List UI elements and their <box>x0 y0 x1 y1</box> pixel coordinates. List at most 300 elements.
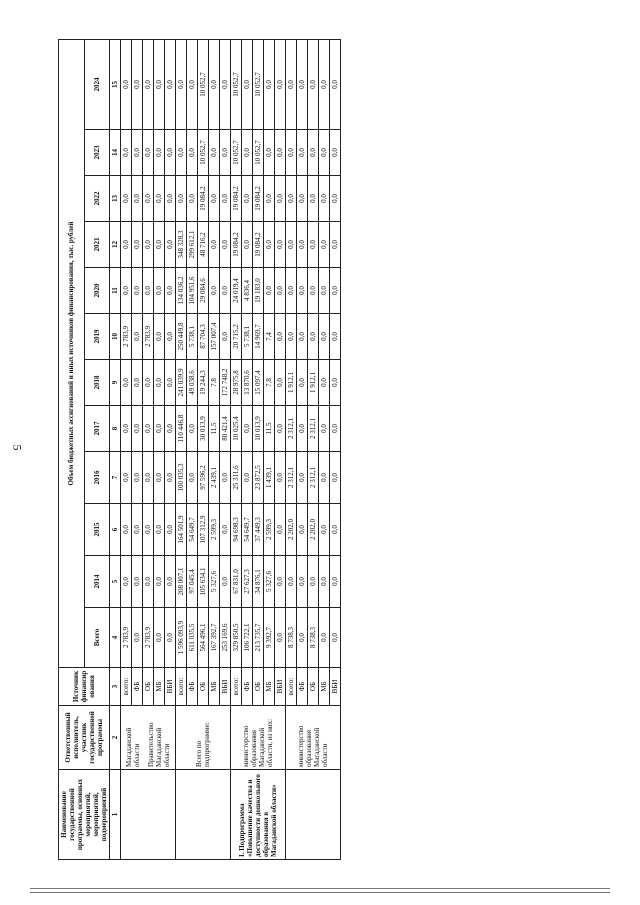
value-cell: 2 312,1 <box>286 452 297 504</box>
value-cell: 0,0 <box>165 608 176 668</box>
year-header-cell: 2022 <box>84 176 110 222</box>
value-cell: 299 612,1 <box>187 222 198 268</box>
value-cell: 0,0 <box>275 130 286 176</box>
value-cell: 0,0 <box>165 360 176 406</box>
year-header-cell: 2021 <box>84 222 110 268</box>
year-header-cell: 2018 <box>84 360 110 406</box>
value-cell: 329 850,5 <box>231 608 242 668</box>
column-number-cell: 2 <box>110 706 121 770</box>
value-cell: 34 876,1 <box>253 556 264 608</box>
value-cell: 27 627,3 <box>242 556 253 608</box>
value-cell: 19 084,2 <box>253 222 264 268</box>
value-cell: 0,0 <box>176 39 187 129</box>
value-cell: 0,0 <box>132 222 143 268</box>
source-cell: МБ <box>264 668 275 706</box>
value-cell: 0,0 <box>330 314 341 360</box>
value-cell: 0,0 <box>132 406 143 452</box>
value-cell: 49 038,6 <box>187 360 198 406</box>
value-cell: 97 045,4 <box>187 556 198 608</box>
value-cell: 10 013,9 <box>253 406 264 452</box>
value-cell: 0,0 <box>187 452 198 504</box>
value-cell: 0,0 <box>209 130 220 176</box>
column-number-cell: 14 <box>110 130 121 176</box>
value-cell: 2 599,3 <box>264 504 275 556</box>
value-cell: 0,0 <box>275 222 286 268</box>
value-cell: 0,0 <box>154 556 165 608</box>
value-cell: 0,0 <box>165 504 176 556</box>
column-number-cell: 11 <box>110 268 121 314</box>
value-cell: 0,0 <box>286 39 297 129</box>
value-cell: 0,0 <box>308 222 319 268</box>
value-cell: 0,0 <box>176 176 187 222</box>
value-cell: 7,8 <box>209 360 220 406</box>
value-cell: 0,0 <box>121 556 132 608</box>
value-cell: 9 392,7 <box>264 608 275 668</box>
ruler-line <box>30 888 610 889</box>
value-cell: 0,0 <box>319 314 330 360</box>
value-cell: 0,0 <box>319 608 330 668</box>
header-funding: Объем бюджетных ассигнований и иных источников финансирования, тыс. рублей <box>59 39 85 667</box>
year-header-cell: 2020 <box>84 268 110 314</box>
value-cell: 0,0 <box>275 406 286 452</box>
value-cell: 253 169,6 <box>220 608 231 668</box>
column-number-cell: 6 <box>110 504 121 556</box>
value-cell: 0,0 <box>330 222 341 268</box>
column-number-cell: 10 <box>110 314 121 360</box>
value-cell: 0,0 <box>154 130 165 176</box>
column-number-cell: 8 <box>110 406 121 452</box>
source-cell: ВБИ <box>275 668 286 706</box>
year-header-cell: 2017 <box>84 406 110 452</box>
value-cell: 164 501,9 <box>176 504 187 556</box>
value-cell: 1 439,1 <box>264 452 275 504</box>
value-cell: 110 446,8 <box>176 406 187 452</box>
value-cell: 0,0 <box>297 130 308 176</box>
value-cell: 0,0 <box>242 176 253 222</box>
column-number-cell: 1 <box>110 770 121 860</box>
value-cell: 0,0 <box>286 222 297 268</box>
value-cell: 0,0 <box>121 222 132 268</box>
value-cell: 80 421,4 <box>220 406 231 452</box>
value-cell: 0,0 <box>286 556 297 608</box>
source-cell: всего: <box>121 668 132 706</box>
value-cell: 0,0 <box>154 222 165 268</box>
value-cell: 10 052,7 <box>198 130 209 176</box>
value-cell: 0,0 <box>319 39 330 129</box>
value-cell: 0,0 <box>297 39 308 129</box>
value-cell: 0,0 <box>275 176 286 222</box>
value-cell: 0,0 <box>143 222 154 268</box>
value-cell: 54 649,7 <box>242 504 253 556</box>
value-cell: 0,0 <box>220 556 231 608</box>
value-cell: 87 704,3 <box>198 314 209 360</box>
value-cell: 19 084,2 <box>231 222 242 268</box>
value-cell: 0,0 <box>121 406 132 452</box>
value-cell: 348 328,3 <box>176 222 187 268</box>
column-number-cell: 7 <box>110 452 121 504</box>
value-cell: 23 872,5 <box>253 452 264 504</box>
value-cell: 5 327,6 <box>209 556 220 608</box>
value-cell: 0,0 <box>143 556 154 608</box>
value-cell: 134 036,2 <box>176 268 187 314</box>
value-cell: 0,0 <box>220 130 231 176</box>
value-cell: 0,0 <box>121 176 132 222</box>
value-cell: 24 019,4 <box>231 268 242 314</box>
value-cell: 0,0 <box>319 452 330 504</box>
value-cell: 0,0 <box>275 268 286 314</box>
rotated-table-container <box>58 40 588 860</box>
year-header-cell: 2024 <box>84 39 110 129</box>
responsible-line: Магаданской области <box>125 727 141 767</box>
value-cell: 0,0 <box>297 608 308 668</box>
value-cell: 105 634,1 <box>198 556 209 608</box>
value-cell: 0,0 <box>121 130 132 176</box>
value-cell: 2 439,1 <box>209 452 220 504</box>
value-cell: 5 738,1 <box>187 314 198 360</box>
value-cell: 2 783,9 <box>121 314 132 360</box>
value-cell: 2 202,0 <box>286 504 297 556</box>
value-cell: 2 312,1 <box>308 406 319 452</box>
value-cell: 0,0 <box>319 222 330 268</box>
value-cell: 0,0 <box>275 360 286 406</box>
value-cell: 0,0 <box>319 406 330 452</box>
source-cell: ФБ <box>297 668 308 706</box>
value-cell: 10 052,7 <box>231 130 242 176</box>
value-cell: 0,0 <box>132 39 143 129</box>
value-cell: 7,8 <box>264 360 275 406</box>
value-cell: 0,0 <box>308 176 319 222</box>
value-cell: 0,0 <box>143 504 154 556</box>
value-cell: 10 052,7 <box>231 39 242 129</box>
value-cell: 0,0 <box>330 452 341 504</box>
value-cell: 0,0 <box>242 39 253 129</box>
value-cell: 0,0 <box>154 314 165 360</box>
responsible-cell: Всего по подпрограмме: <box>176 706 231 770</box>
value-cell: 67 831,0 <box>231 556 242 608</box>
value-cell: 10 052,7 <box>198 39 209 129</box>
value-cell: 2 783,9 <box>143 608 154 668</box>
column-number-row <box>110 39 121 859</box>
value-cell: 2 312,1 <box>286 406 297 452</box>
value-cell: 28 975,8 <box>231 360 242 406</box>
table-row <box>231 39 242 859</box>
value-cell: 0,0 <box>209 39 220 129</box>
value-cell: 0,0 <box>132 130 143 176</box>
column-number-cell: 5 <box>110 556 121 608</box>
value-cell: 0,0 <box>143 39 154 129</box>
year-header-cell: 2023 <box>84 130 110 176</box>
value-cell: 0,0 <box>264 268 275 314</box>
source-cell: ВБИ <box>220 668 231 706</box>
value-cell: 0,0 <box>154 176 165 222</box>
value-cell: 0,0 <box>275 556 286 608</box>
value-cell: 0,0 <box>242 452 253 504</box>
table-row <box>176 39 187 859</box>
value-cell: 0,0 <box>319 130 330 176</box>
value-cell: 0,0 <box>297 406 308 452</box>
source-cell: ОБ <box>253 668 264 706</box>
table-row <box>121 39 132 859</box>
source-cell: МБ <box>154 668 165 706</box>
year-header-cell: Всего <box>84 608 110 668</box>
value-cell: 0,0 <box>132 268 143 314</box>
value-cell: 0,0 <box>242 406 253 452</box>
value-cell: 0,0 <box>154 608 165 668</box>
value-cell: 0,0 <box>209 176 220 222</box>
value-cell: 0,0 <box>330 176 341 222</box>
value-cell: 0,0 <box>220 452 231 504</box>
value-cell: 0,0 <box>132 452 143 504</box>
value-cell: 106 722,1 <box>242 608 253 668</box>
value-cell: 11,5 <box>209 406 220 452</box>
value-cell: 611 035,5 <box>187 608 198 668</box>
value-cell: 8 738,3 <box>308 608 319 668</box>
year-header-cell: 2019 <box>84 314 110 360</box>
column-number-cell: 12 <box>110 222 121 268</box>
value-cell: 0,0 <box>264 176 275 222</box>
value-cell: 1 596 093,9 <box>176 608 187 668</box>
value-cell: 241 039,9 <box>176 360 187 406</box>
value-cell: 19 084,2 <box>231 176 242 222</box>
year-header-cell: 2016 <box>84 452 110 504</box>
value-cell: 0,0 <box>297 360 308 406</box>
value-cell: 0,0 <box>297 556 308 608</box>
value-cell: 20 715,2 <box>231 314 242 360</box>
value-cell: 13 870,6 <box>242 360 253 406</box>
value-cell: 0,0 <box>121 360 132 406</box>
value-cell: 0,0 <box>308 314 319 360</box>
value-cell: 0,0 <box>165 176 176 222</box>
value-cell: 0,0 <box>319 176 330 222</box>
value-cell: 25 311,6 <box>231 452 242 504</box>
source-cell: МБ <box>319 668 330 706</box>
value-cell: 0,0 <box>297 222 308 268</box>
value-cell: 104 951,6 <box>187 268 198 314</box>
value-cell: 1 912,1 <box>286 360 297 406</box>
value-cell: 0,0 <box>165 130 176 176</box>
value-cell: 5 738,1 <box>242 314 253 360</box>
value-cell: 167 392,7 <box>209 608 220 668</box>
value-cell: 29 084,6 <box>198 268 209 314</box>
value-cell: 0,0 <box>132 360 143 406</box>
value-cell: 0,0 <box>132 504 143 556</box>
value-cell: 7,4 <box>264 314 275 360</box>
source-cell: всего: <box>231 668 242 706</box>
value-cell: 0,0 <box>297 268 308 314</box>
value-cell: 19 084,2 <box>198 176 209 222</box>
value-cell: 0,0 <box>121 452 132 504</box>
value-cell: 0,0 <box>154 268 165 314</box>
value-cell: 0,0 <box>187 39 198 129</box>
value-cell: 10 025,4 <box>231 406 242 452</box>
value-cell: 0,0 <box>165 39 176 129</box>
value-cell: 0,0 <box>275 39 286 129</box>
value-cell: 0,0 <box>308 268 319 314</box>
value-cell: 0,0 <box>308 130 319 176</box>
value-cell: 0,0 <box>297 176 308 222</box>
value-cell: 2 312,1 <box>308 452 319 504</box>
value-cell: 0,0 <box>132 608 143 668</box>
column-number-cell: 15 <box>110 39 121 129</box>
responsible-cell: министерство образования Магаданской области <box>286 706 341 770</box>
value-cell: 0,0 <box>330 130 341 176</box>
table-body <box>121 39 341 859</box>
value-cell: 4 836,4 <box>242 268 253 314</box>
value-cell: 0,0 <box>330 268 341 314</box>
value-cell: 157 007,4 <box>209 314 220 360</box>
value-cell: 5 327,6 <box>264 556 275 608</box>
value-cell: 10 052,7 <box>253 39 264 129</box>
value-cell: 0,0 <box>220 176 231 222</box>
page-rulers <box>0 885 640 896</box>
value-cell: 11,5 <box>264 406 275 452</box>
source-cell: ВБИ <box>330 668 341 706</box>
source-cell: ФБ <box>187 668 198 706</box>
value-cell: 0,0 <box>330 608 341 668</box>
value-cell: 0,0 <box>165 452 176 504</box>
value-cell: 172 748,2 <box>220 360 231 406</box>
value-cell: 0,0 <box>154 360 165 406</box>
header-source: Источник финансирования <box>59 668 110 706</box>
source-cell: всего: <box>286 668 297 706</box>
value-cell: 2 783,9 <box>121 608 132 668</box>
year-header-cell: 2015 <box>84 504 110 556</box>
responsible-cell: министерство образования Магаданской области, из них: <box>231 706 286 770</box>
value-cell: 0,0 <box>275 314 286 360</box>
value-cell: 0,0 <box>319 556 330 608</box>
value-cell: 0,0 <box>132 176 143 222</box>
value-cell: 94 698,3 <box>231 504 242 556</box>
source-cell: ФБ <box>132 668 143 706</box>
value-cell: 0,0 <box>143 130 154 176</box>
source-cell: ВБИ <box>165 668 176 706</box>
value-cell: 0,0 <box>330 360 341 406</box>
value-cell: 0,0 <box>220 222 231 268</box>
value-cell: 0,0 <box>165 268 176 314</box>
funding-table <box>58 39 341 860</box>
value-cell: 0,0 <box>319 504 330 556</box>
value-cell: 0,0 <box>220 268 231 314</box>
value-cell: 0,0 <box>165 406 176 452</box>
year-header-cell: 2014 <box>84 556 110 608</box>
value-cell: 0,0 <box>220 314 231 360</box>
value-cell: 2 783,9 <box>143 314 154 360</box>
value-cell: 0,0 <box>209 268 220 314</box>
header-program-name: Наименование государственной программы, основных мероприятий, мероприятий, подмероприятий <box>59 770 110 860</box>
value-cell: 97 596,2 <box>198 452 209 504</box>
value-cell: 19 183,0 <box>253 268 264 314</box>
value-cell: 0,0 <box>330 504 341 556</box>
value-cell: 0,0 <box>286 176 297 222</box>
source-cell: ФБ <box>242 668 253 706</box>
source-cell: всего: <box>176 668 187 706</box>
value-cell: 0,0 <box>319 360 330 406</box>
value-cell: 0,0 <box>330 39 341 129</box>
value-cell: 0,0 <box>143 360 154 406</box>
value-cell: 0,0 <box>143 268 154 314</box>
value-cell: 0,0 <box>165 222 176 268</box>
value-cell: 208 007,1 <box>176 556 187 608</box>
responsible-line: Правительство Магаданской области <box>147 722 171 767</box>
value-cell: 0,0 <box>187 406 198 452</box>
value-cell: 0,0 <box>297 504 308 556</box>
value-cell: 0,0 <box>297 314 308 360</box>
value-cell: 0,0 <box>220 39 231 129</box>
value-cell: 0,0 <box>220 504 231 556</box>
value-cell: 0,0 <box>297 452 308 504</box>
program-name-cell <box>286 770 341 860</box>
value-cell: 1 912,1 <box>308 360 319 406</box>
value-cell: 54 649,7 <box>187 504 198 556</box>
value-cell: 0,0 <box>176 130 187 176</box>
value-cell: 48 716,2 <box>198 222 209 268</box>
value-cell: 0,0 <box>154 504 165 556</box>
page-number: 5 <box>10 444 25 451</box>
source-cell: ОБ <box>143 668 154 706</box>
value-cell: 213 735,7 <box>253 608 264 668</box>
source-cell: МБ <box>209 668 220 706</box>
value-cell: 564 496,1 <box>198 608 209 668</box>
value-cell: 0,0 <box>286 130 297 176</box>
value-cell: 0,0 <box>242 222 253 268</box>
value-cell: 0,0 <box>264 222 275 268</box>
responsible-cell <box>121 706 176 770</box>
value-cell: 0,0 <box>275 452 286 504</box>
value-cell: 250 449,8 <box>176 314 187 360</box>
value-cell: 0,0 <box>154 452 165 504</box>
column-number-cell: 9 <box>110 360 121 406</box>
value-cell: 0,0 <box>209 222 220 268</box>
program-name-cell: I. Подпрограмма «Повышение качества и доступности дошкольного образования в Магаданской области» <box>231 770 286 860</box>
value-cell: 0,0 <box>121 268 132 314</box>
value-cell: 14 969,7 <box>253 314 264 360</box>
value-cell: 0,0 <box>187 176 198 222</box>
value-cell: 0,0 <box>275 608 286 668</box>
value-cell: 100 035,3 <box>176 452 187 504</box>
column-number-cell: 4 <box>110 608 121 668</box>
value-cell: 15 097,4 <box>253 360 264 406</box>
value-cell: 0,0 <box>154 39 165 129</box>
value-cell: 0,0 <box>330 556 341 608</box>
value-cell: 37 449,3 <box>253 504 264 556</box>
value-cell: 0,0 <box>165 556 176 608</box>
column-number-cell: 3 <box>110 668 121 706</box>
value-cell: 0,0 <box>286 268 297 314</box>
value-cell: 2 202,0 <box>308 504 319 556</box>
value-cell: 0,0 <box>264 39 275 129</box>
header-responsible: Ответственный исполнитель, участник государственной программы <box>59 706 110 770</box>
value-cell: 0,0 <box>330 406 341 452</box>
value-cell: 2 599,3 <box>209 504 220 556</box>
value-cell: 0,0 <box>264 130 275 176</box>
value-cell: 0,0 <box>165 314 176 360</box>
value-cell: 0,0 <box>143 176 154 222</box>
value-cell: 0,0 <box>319 268 330 314</box>
value-cell: 19 084,2 <box>253 176 264 222</box>
value-cell: 0,0 <box>132 556 143 608</box>
value-cell: 0,0 <box>286 314 297 360</box>
value-cell: 0,0 <box>187 130 198 176</box>
value-cell: 0,0 <box>132 314 143 360</box>
ruler-line <box>30 892 610 893</box>
value-cell: 107 312,9 <box>198 504 209 556</box>
value-cell: 8 738,3 <box>286 608 297 668</box>
value-cell: 0,0 <box>275 504 286 556</box>
value-cell: 0,0 <box>143 452 154 504</box>
value-cell: 0,0 <box>154 406 165 452</box>
program-name-cell <box>176 770 231 860</box>
column-number-cell: 13 <box>110 176 121 222</box>
